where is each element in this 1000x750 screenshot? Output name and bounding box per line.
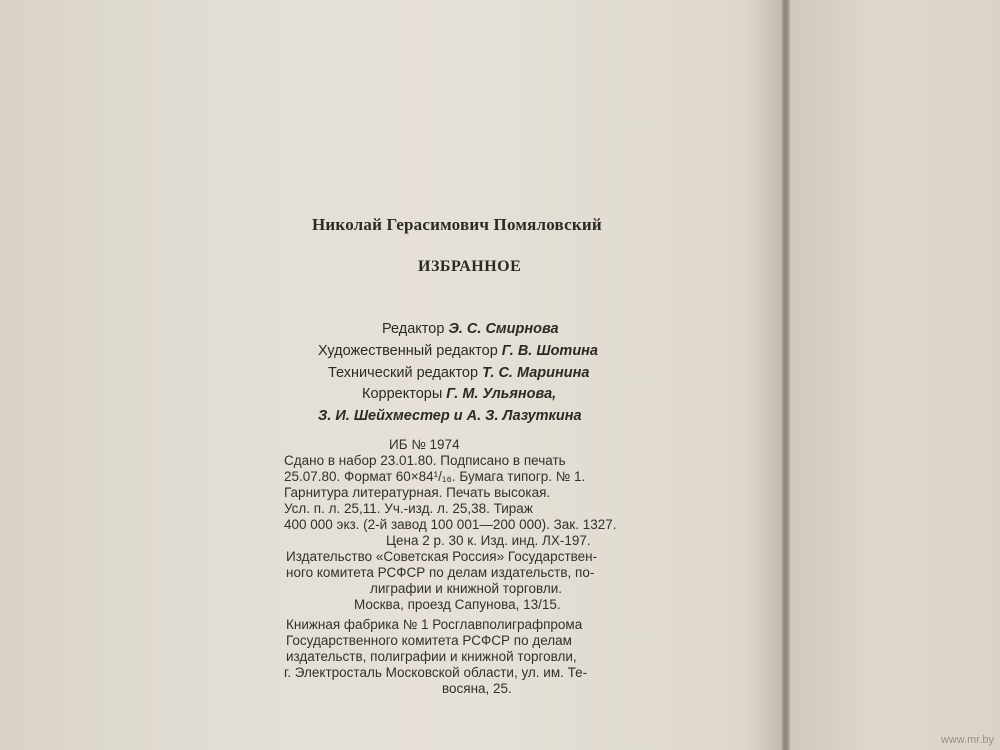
credit-editor (382, 321, 559, 337)
imprint-line: Книжная фабрика № 1 Росглавполиграфпрома (286, 617, 583, 632)
credit-art-editor (318, 343, 598, 359)
author-name: Николай Герасимович Помяловский (312, 215, 602, 234)
imprint-line: 400 000 экз. (2-й завод 100 001—200 000). Зак. 1327. (284, 517, 617, 532)
credit-names: Г. М. Ульянова, (446, 386, 557, 402)
imprint-line: ИБ № 1974 (389, 437, 460, 452)
imprint-line: Усл. п. л. 25,11. Уч.-изд. л. 25,38. Тираж (284, 501, 533, 516)
imprint-line: Государственного комитета РСФСР по делам (286, 633, 572, 648)
imprint-line: Москва, проезд Сапунова, 13/15. (354, 597, 561, 612)
book-spine (782, 0, 790, 750)
right-page (790, 0, 1000, 750)
credit-names: Г. В. Шотина (501, 343, 598, 359)
imprint-line: г. Электросталь Московской области, ул. им. Те- (284, 665, 588, 680)
imprint-line: издательств, полиграфии и книжной торговли, (286, 649, 577, 664)
credit-role: Технический редактор (328, 365, 479, 381)
imprint-line: 25.07.80. Формат 60×84¹/₁₆. Бумага типогр. № 1. (284, 469, 586, 484)
credit-role: Корректоры (362, 386, 443, 402)
imprint-line: Гарнитура литературная. Печать высокая. (284, 485, 551, 500)
book-title: ИЗБРАННОЕ (418, 258, 522, 275)
credit-proofreaders (362, 386, 556, 402)
credit-names: Э. С. Смирнова (448, 321, 559, 337)
credit-role: Редактор (382, 321, 445, 337)
imprint-line: Сдано в набор 23.01.80. Подписано в печать (284, 453, 566, 468)
imprint-line: лиграфии и книжной торговли. (370, 581, 562, 596)
imprint-line: ного комитета РСФСР по делам издательств, по- (286, 565, 595, 580)
credit-proofreaders-cont (318, 408, 582, 424)
imprint-line: Цена 2 р. 30 к. Изд. инд. ЛХ-197. (386, 533, 591, 548)
watermark-text: www.mr.by (940, 734, 994, 746)
credit-names: Т. С. Маринина (482, 365, 590, 381)
credit-names: З. И. Шейхместер и А. З. Лазуткина (318, 408, 582, 424)
imprint-line: восяна, 25. (442, 681, 512, 696)
credit-tech-editor (328, 365, 589, 381)
credit-role: Художественный редактор (318, 343, 498, 359)
imprint-line: Издательство «Советская Россия» Государствен- (286, 549, 598, 564)
